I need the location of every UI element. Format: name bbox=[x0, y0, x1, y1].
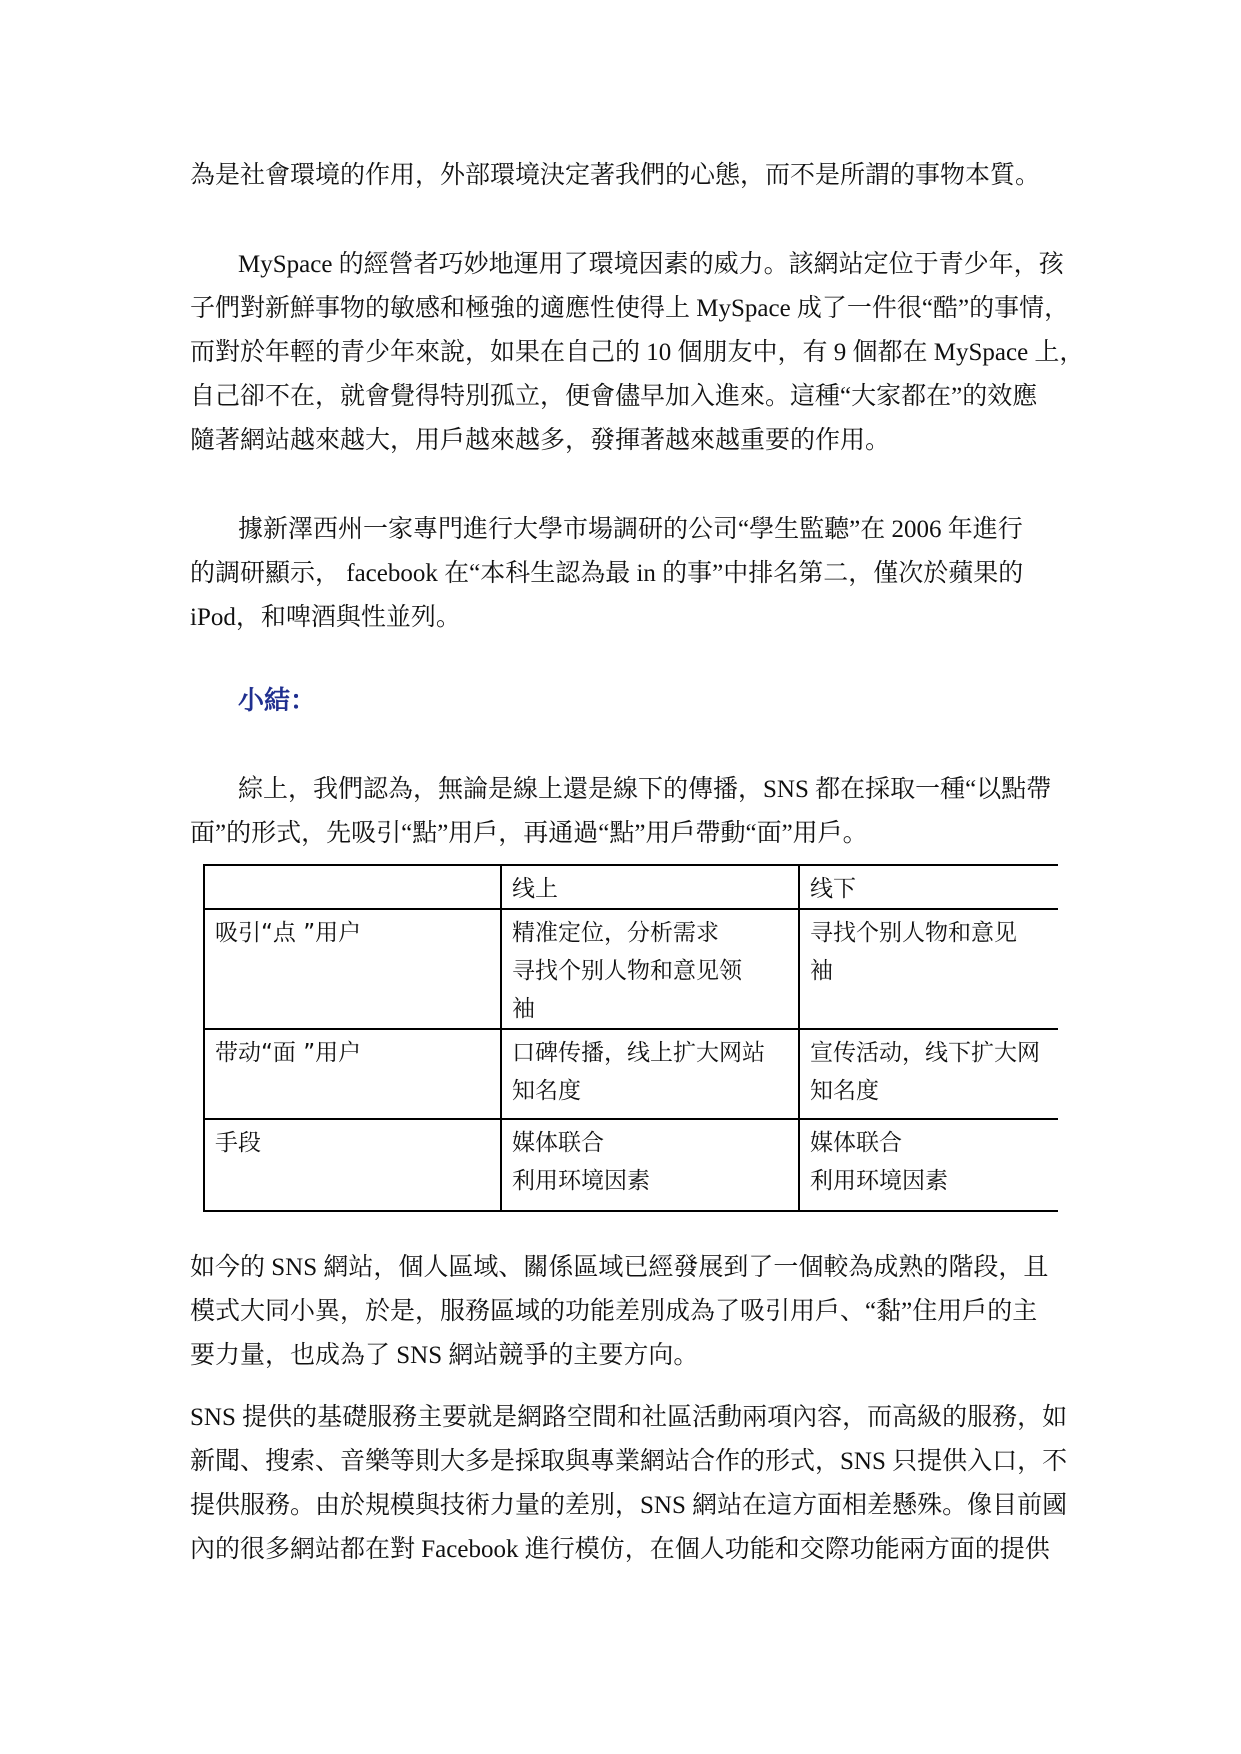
table-cell bbox=[799, 909, 1058, 1029]
paragraph-line: 為是社會環境的作用，外部環境決定著我們的心態，而不是所謂的事物本質。 bbox=[190, 162, 1041, 189]
table-row bbox=[204, 909, 1058, 1029]
paragraph-line: 模式大同小異，於是，服務區域的功能差別成為了吸引用戶、“黏”住用戶的主 bbox=[190, 1298, 1038, 1325]
cell-line: 袖 bbox=[512, 996, 535, 1022]
table-cell: 手段 bbox=[204, 1119, 501, 1211]
paragraph-line: 如今的 SNS 網站，個人區域、關係區域已經發展到了一個較為成熟的階段，且 bbox=[190, 1254, 1049, 1281]
paragraph-line: 的調研顯示， facebook 在“本科生認為最 in 的事”中排名第二，僅次於蘋果的 bbox=[190, 560, 1024, 587]
paragraph-line: 子們對新鮮事物的敏感和極強的適應性使得上 MySpace 成了一件很“酷”的事情， bbox=[190, 295, 1070, 322]
cell-line: 寻找个别人物和意见 bbox=[810, 920, 1017, 946]
paragraph-line: 隨著網站越來越大，用戶越來越多，發揮著越來越重要的作用。 bbox=[190, 427, 891, 454]
paragraph-line: 內的很多網站都在對 Facebook 進行模仿，在個人功能和交際功能兩方面的提供 bbox=[190, 1536, 1050, 1563]
paragraph-line: 新聞、搜索、音樂等則大多是採取與專業網站合作的形式，SNS 只提供入口，不 bbox=[190, 1448, 1068, 1475]
table-cell bbox=[501, 1119, 799, 1211]
table-cell bbox=[501, 909, 799, 1029]
cell-line: 利用环境因素 bbox=[512, 1168, 650, 1194]
paragraph-line: SNS 提供的基礎服務主要就是網路空間和社區活動兩項內容，而高級的服務，如 bbox=[190, 1404, 1068, 1431]
table-cell: 吸引“点 ”用户 bbox=[204, 909, 501, 1029]
table-cell bbox=[799, 1119, 1058, 1211]
cell-line: 知名度 bbox=[810, 1078, 879, 1104]
paragraph-line: iPod，和啤酒與性並列。 bbox=[190, 604, 461, 631]
paragraph-line: 要力量，也成為了 SNS 網站競爭的主要方向。 bbox=[190, 1342, 699, 1369]
table-header-cell: 线上 bbox=[501, 865, 799, 909]
cell-line: 知名度 bbox=[512, 1078, 581, 1104]
table-cell bbox=[501, 1029, 799, 1119]
table-row bbox=[204, 1029, 1058, 1119]
cell-line: 寻找个别人物和意见领 bbox=[512, 958, 742, 984]
paragraph-line: 提供服務。由於規模與技術力量的差別，SNS 網站在這方面相差懸殊。像目前國 bbox=[190, 1492, 1068, 1519]
cell-line: 媒体联合 bbox=[512, 1130, 604, 1156]
paragraph-line: 自己卻不在，就會覺得特別孤立，便會儘早加入進來。這種“大家都在”的效應 bbox=[190, 383, 1038, 410]
paragraph-line: 據新澤西州一家專門進行大學市場調研的公司“學生監聽”在 2006 年進行 bbox=[238, 516, 1023, 543]
paragraph-line: 面”的形式，先吸引“點”用戶，再通過“點”用戶帶動“面”用戶。 bbox=[190, 820, 868, 847]
cell-line: 利用环境因素 bbox=[810, 1168, 948, 1194]
cell-line: 宣传活动，线下扩大网 bbox=[810, 1040, 1040, 1066]
table-header-row bbox=[204, 865, 1058, 909]
table-row bbox=[204, 1119, 1058, 1211]
paragraph-line: 而對於年輕的青少年來說，如果在自己的 10 個朋友中，有 9 個都在 MySpace 上， bbox=[190, 339, 1085, 366]
table-header-cell: 线下 bbox=[799, 865, 1058, 909]
table-header-cell bbox=[204, 865, 501, 909]
cell-line: 精准定位，分析需求 bbox=[512, 920, 719, 946]
paragraph-line: MySpace 的經營者巧妙地運用了環境因素的威力。該網站定位于青少年，孩 bbox=[238, 251, 1064, 278]
table-cell: 带动“面 ”用户 bbox=[204, 1029, 501, 1119]
cell-line: 媒体联合 bbox=[810, 1130, 902, 1156]
section-heading: 小結： bbox=[238, 686, 317, 716]
paragraph-line: 綜上，我們認為，無論是線上還是線下的傳播，SNS 都在採取一種“以點帶 bbox=[238, 776, 1052, 803]
comparison-table bbox=[203, 864, 1058, 1219]
cell-line: 口碑传播，线上扩大网站 bbox=[512, 1040, 765, 1066]
cell-line: 袖 bbox=[810, 958, 833, 984]
table-cell bbox=[799, 1029, 1058, 1119]
